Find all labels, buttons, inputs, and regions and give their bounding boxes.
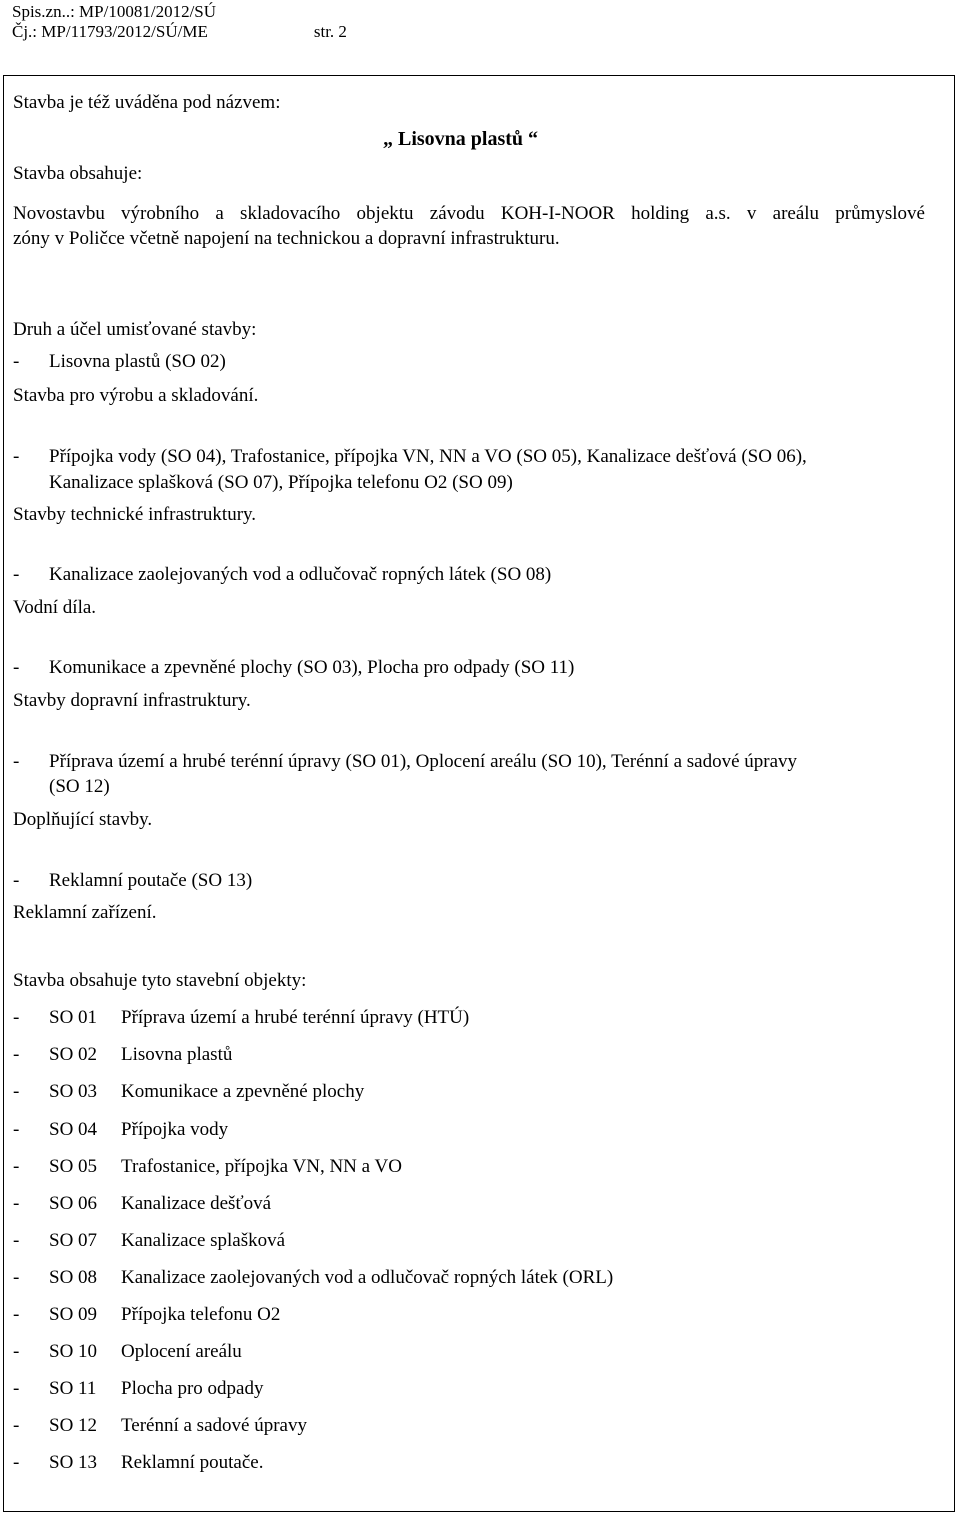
item-dash: - (13, 1081, 20, 1102)
item-code: SO 10 (49, 1341, 98, 1362)
group-dash: - (13, 657, 20, 678)
item-code: SO 13 (49, 1452, 98, 1473)
item-name: Lisovna plastů (121, 1044, 233, 1065)
item-dash: - (13, 1119, 20, 1140)
item-name: Oplocení areálu (121, 1341, 242, 1362)
item-code: SO 08 (49, 1267, 98, 1288)
item-name: Kanalizace zaolejovaných vod a odlučovač ropných látek (ORL) (121, 1267, 614, 1288)
case-reference-row (12, 22, 347, 42)
building-title: „ Lisovna plastů “ (383, 128, 539, 150)
group-items: Přípojka vody (SO 04), Trafostanice, přípojka VN, NN a VO (SO 05), Kanalizace dešťová (SO 06), (49, 446, 807, 467)
group-items: Lisovna plastů (SO 02) (49, 351, 226, 372)
page-header (12, 2, 347, 42)
group-items: Komunikace a zpevněné plochy (SO 03), Plocha pro odpady (SO 11) (49, 657, 575, 678)
file-reference: Spis.zn..: MP/10081/2012/SÚ (12, 2, 217, 21)
item-dash: - (13, 1230, 20, 1251)
group-items-cont: Kanalizace splašková (SO 07), Přípojka telefonu O2 (SO 09) (49, 472, 513, 493)
druh-heading: Druh a účel umisťované stavby: (13, 319, 257, 340)
group-purpose: Vodní díla. (13, 597, 97, 618)
item-code: SO 06 (49, 1193, 98, 1214)
group-items: Příprava území a hrubé terénní úpravy (SO 01), Oplocení areálu (SO 10), Terénní a sadové úpravy (49, 751, 798, 772)
item-dash: - (13, 1452, 20, 1473)
item-name: Kanalizace splašková (121, 1230, 286, 1251)
group-dash: - (13, 446, 20, 467)
item-name: Trafostanice, přípojka VN, NN a VO (121, 1156, 402, 1177)
item-name: Přípojka vody (121, 1119, 229, 1140)
item-dash: - (13, 1044, 20, 1065)
item-dash: - (13, 1378, 20, 1399)
item-code: SO 03 (49, 1081, 98, 1102)
group-items-cont: (SO 12) (49, 776, 110, 797)
description-line-1: Novostavbu výrobního a skladovacího objektu závodu KOH-I-NOOR holding a.s. v areálu průmyslové (13, 203, 925, 224)
group-purpose: Reklamní zařízení. (13, 902, 157, 923)
case-reference: Čj.: MP/11793/2012/SÚ/ME (12, 22, 208, 41)
item-dash: - (13, 1007, 20, 1028)
item-dash: - (13, 1193, 20, 1214)
content-frame (3, 75, 955, 1512)
item-code: SO 12 (49, 1415, 98, 1436)
item-code: SO 09 (49, 1304, 98, 1325)
item-dash: - (13, 1156, 20, 1177)
item-name: Plocha pro odpady (121, 1378, 264, 1399)
contains-label: Stavba obsahuje: (13, 163, 143, 184)
page-number: str. 2 (313, 22, 347, 41)
description-line-2: zóny v Poličce včetně napojení na technickou a dopravní infrastrukturu. (13, 228, 560, 249)
item-dash: - (13, 1304, 20, 1325)
item-code: SO 02 (49, 1044, 98, 1065)
group-items: Reklamní poutače (SO 13) (49, 870, 253, 891)
item-name: Příprava území a hrubé terénní úpravy (HTÚ) (121, 1007, 470, 1028)
item-code: SO 07 (49, 1230, 98, 1251)
objekty-heading: Stavba obsahuje tyto stavební objekty: (13, 970, 307, 991)
item-dash: - (13, 1341, 20, 1362)
item-name: Komunikace a zpevněné plochy (121, 1081, 365, 1102)
item-code: SO 11 (49, 1378, 97, 1399)
group-dash: - (13, 564, 20, 585)
group-items: Kanalizace zaolejovaných vod a odlučovač ropných látek (SO 08) (49, 564, 552, 585)
item-dash: - (13, 1415, 20, 1436)
group-dash: - (13, 751, 20, 772)
item-name: Přípojka telefonu O2 (121, 1304, 281, 1325)
group-purpose: Doplňující stavby. (13, 809, 153, 830)
item-dash: - (13, 1267, 20, 1288)
item-name: Terénní a sadové úpravy (121, 1415, 307, 1436)
item-code: SO 01 (49, 1007, 98, 1028)
group-dash: - (13, 351, 20, 372)
group-purpose: Stavba pro výrobu a skladování. (13, 385, 259, 406)
item-name: Kanalizace dešťová (121, 1193, 272, 1214)
item-name: Reklamní poutače. (121, 1452, 264, 1473)
item-code: SO 04 (49, 1119, 98, 1140)
item-code: SO 05 (49, 1156, 98, 1177)
group-purpose: Stavby dopravní infrastruktury. (13, 690, 251, 711)
group-dash: - (13, 870, 20, 891)
named-as-label: Stavba je též uváděna pod názvem: (13, 92, 281, 113)
group-purpose: Stavby technické infrastruktury. (13, 504, 257, 525)
